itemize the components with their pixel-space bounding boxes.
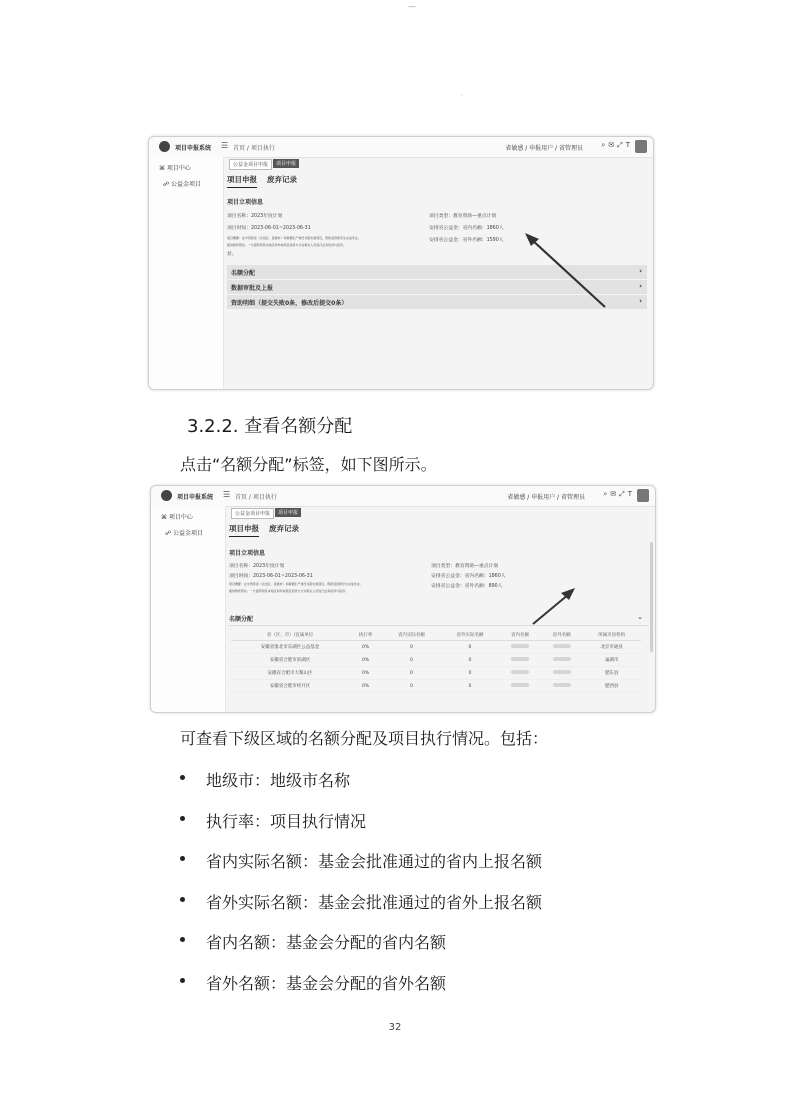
info-line: 安排省公益金：省外名额：890人 [431,584,503,589]
table-cell: 0 [441,641,500,654]
table-cell: 0 [441,680,500,693]
table-cell [499,641,541,654]
bullet-list [180,768,542,1011]
bullet-icon [180,775,185,780]
user-info[interactable]: 省敏感 / 申报用户 / 省管理员 [507,494,585,501]
table-header-cell: 省内实际名额 [382,630,441,641]
table-cell: 0 [441,654,500,667]
sidebar-item-project-center[interactable]: ⌘ 项目中心 [159,165,191,172]
info-line: 项目名称：2023年度计划 [227,214,283,219]
table-cell: 0% [349,654,382,667]
list-item [180,890,542,931]
divider [229,625,649,626]
tab-project-apply[interactable]: 项目申报 [227,174,257,188]
info-line: 安排省公益金：省外名额：1590人 [429,238,504,243]
table-cell: 0% [349,680,382,693]
blurred-value [553,644,571,648]
table-cell [499,654,541,667]
logo-icon [159,141,170,152]
menu-icon[interactable]: ☰ [221,141,229,150]
table-cell [541,654,583,667]
quota-allocation-bar[interactable]: 名额分配 › [227,265,647,279]
bullet-icon [180,978,185,983]
section-heading: 3.2.2. 查看名额分配 [187,416,353,437]
table-cell: 巢湖市 [582,654,641,667]
breadcrumb[interactable]: 首页 / 项目执行 [235,494,277,501]
funding-detail-bar[interactable]: 资助明细（提交失败0条，修改后提交0条） › [227,295,647,309]
menu-icon[interactable]: ☰ [223,490,231,499]
table-cell: 0 [382,680,441,693]
table-row [231,667,641,680]
list-item-text: 省外名额：基金会分配的省外名额 [206,973,447,993]
sidebar-item-fund-projects[interactable]: ☍ 公益金项目 [165,530,203,537]
table-body [231,641,641,693]
table-cell: 安徽省淮北市东湖区公益基金 [231,641,349,654]
table-cell [499,667,541,680]
table-cell: 安徽省合肥市滨湖区 [231,654,349,667]
sidebar [149,157,224,389]
scrollbar[interactable] [650,542,653,652]
fullscreen-icon[interactable]: ⤢ [619,490,628,498]
search-icon[interactable]: ⌕ [603,490,611,498]
top-bar [149,137,653,158]
table-cell: 安徽省合肥市经开区 [231,680,349,693]
table-cell [541,641,583,654]
annotation-arrow [529,586,579,628]
tag-tab-project-apply[interactable]: 项目申报 [273,159,299,168]
scan-speck: ˙ [460,94,464,103]
table-cell: 0% [349,667,382,680]
chevron-down-icon[interactable]: ⌄ [637,613,643,621]
annotation-arrow [521,231,611,313]
mail-icon[interactable]: ✉ [610,490,620,498]
list-item [180,809,542,850]
blurred-value [553,683,571,687]
table-header-row [231,630,641,641]
info-line: 显。 [227,252,237,257]
toolbar-icons[interactable] [603,490,635,499]
table-header-cell: 执行率 [349,630,382,641]
info-line: 项目概要：在中西部省（自治区、直辖市）和新疆生产建设兵团实施项目，帮助受资助学生完成学业， [227,237,361,241]
list-item-text: 执行率：项目执行情况 [206,811,367,831]
table-cell: 0 [382,654,441,667]
table-cell: 0 [441,667,500,680]
chevron-right-icon: › [639,282,642,290]
blurred-value [511,657,529,661]
font-size-icon[interactable]: T [625,141,633,149]
list-item-text: 省内名额：基金会分配的省内名额 [206,933,447,952]
table-cell: 肥东县 [582,667,641,680]
info-line: 提供教育帮扶。一方面利用其本地区和外地项目培训方式对相关人员进行业务培训与指导， [227,244,346,248]
blurred-value [553,657,571,661]
tab-discard-records[interactable]: 废弃记录 [267,175,297,184]
chevron-right-icon: › [639,297,642,305]
scan-speck: — [408,2,416,11]
table-header-cell: 省外实际名额 [441,630,500,641]
table-cell: 安徽省合肥市大蜀山区 [231,667,349,680]
paragraph: 可查看下级区域的名额分配及项目执行情况。包括： [180,729,549,748]
list-item [180,768,542,809]
page-number: 32 [388,1022,402,1033]
table-header-cell: 省外名额 [541,630,583,641]
table-cell [499,680,541,693]
table-cell: 肥西县 [582,680,641,693]
table-header-cell: 所属市县机构 [582,630,641,641]
sidebar-item-project-center[interactable]: ⌘ 项目中心 [161,514,193,521]
search-icon[interactable]: ⌕ [601,141,609,149]
tag-tab-project-apply[interactable]: 项目申报 [275,508,301,517]
screenshot-project-info [148,136,654,390]
table-cell [541,667,583,680]
mail-icon[interactable]: ✉ [608,141,618,149]
info-line: 项目名称：2023年度计划 [229,564,285,569]
table-cell [541,680,583,693]
top-bar [151,486,655,507]
data-review-bar[interactable]: 数据审批及上报 › [227,280,647,294]
info-line: 项目时间：2023-06-01~2023-06-31 [229,574,313,579]
bullet-icon [180,937,185,942]
blurred-value [511,644,529,648]
list-item-text: 地级市：地级市名称 [206,771,351,790]
table-header-cell: 省内名额 [499,630,541,641]
system-name: 项目申报系统 [177,494,214,501]
table-cell: 0 [382,641,441,654]
avatar[interactable] [635,140,647,153]
list-item [180,849,542,890]
sidebar-item-fund-projects[interactable]: ☍ 公益金项目 [163,181,201,188]
table-header-cell: 省（区、市）/直属单位 [231,630,349,641]
list-item-text: 省外实际名额：基金会批准通过的省外上报名额 [206,892,543,912]
system-name: 项目申报系统 [175,145,212,152]
tab-discard-records[interactable]: 废弃记录 [269,524,299,533]
table-row [231,641,641,654]
table-cell: 0 [382,667,441,680]
user-info[interactable]: 省敏感 / 申报用户 / 省管理员 [505,145,583,152]
section-title: 项目立项信息 [229,550,266,557]
screenshot-quota-allocation [150,485,656,713]
sidebar [151,506,226,712]
tab-project-apply[interactable]: 项目申报 [229,523,259,537]
blurred-value [511,670,529,674]
bullet-icon [180,897,185,902]
info-line: 安排省公益金：省内名额：1860人 [429,226,504,231]
list-item [180,971,542,1012]
chevron-right-icon: › [639,267,642,275]
main-content [229,522,649,708]
fullscreen-icon[interactable]: ⤢ [617,141,626,149]
list-item [180,930,542,971]
info-line: 提供教育帮扶。一方面利用其本地区和外地项目培训方式对相关人员进行业务培训与指导。 [229,590,348,594]
quota-allocation-title: 名额分配 [229,616,254,623]
quota-table [231,630,641,693]
info-line: 项目概要：在中西部省（自治区、直辖市）和新疆生产建设兵团实施项目，帮助受资助学生完成学业， [229,583,363,587]
info-line: 项目时间：2023-06-01~2023-06-31 [227,226,311,231]
section-title: 项目立项信息 [227,199,264,206]
info-line: 项目类型：教育资助—重点计划 [431,564,499,569]
breadcrumb[interactable]: 首页 / 项目执行 [233,145,275,152]
avatar[interactable] [637,489,649,502]
list-item-text: 省内实际名额：基金会批准通过的省内上报名额 [206,852,543,871]
info-line: 安排省公益金：省内名额：1860人 [431,574,506,579]
bullet-icon [180,816,185,821]
logo-icon [161,490,172,501]
table-row [231,680,641,693]
font-size-icon[interactable]: T [627,490,635,498]
tag-tab-fund-apply[interactable]: 公益金项目申报 [229,159,272,170]
tag-tab-fund-apply[interactable]: 公益金项目申报 [231,508,274,519]
blurred-value [553,670,571,674]
info-line: 项目类型：教育资助—重点计划 [429,214,497,219]
blurred-value [511,683,529,687]
toolbar-icons[interactable] [601,141,633,150]
paragraph: 点击“名额分配”标签，如下图所示。 [180,455,437,474]
table-cell: 北京市通县 [582,641,641,654]
table-row [231,654,641,667]
table-cell: 0% [349,641,382,654]
bullet-icon [180,856,185,861]
